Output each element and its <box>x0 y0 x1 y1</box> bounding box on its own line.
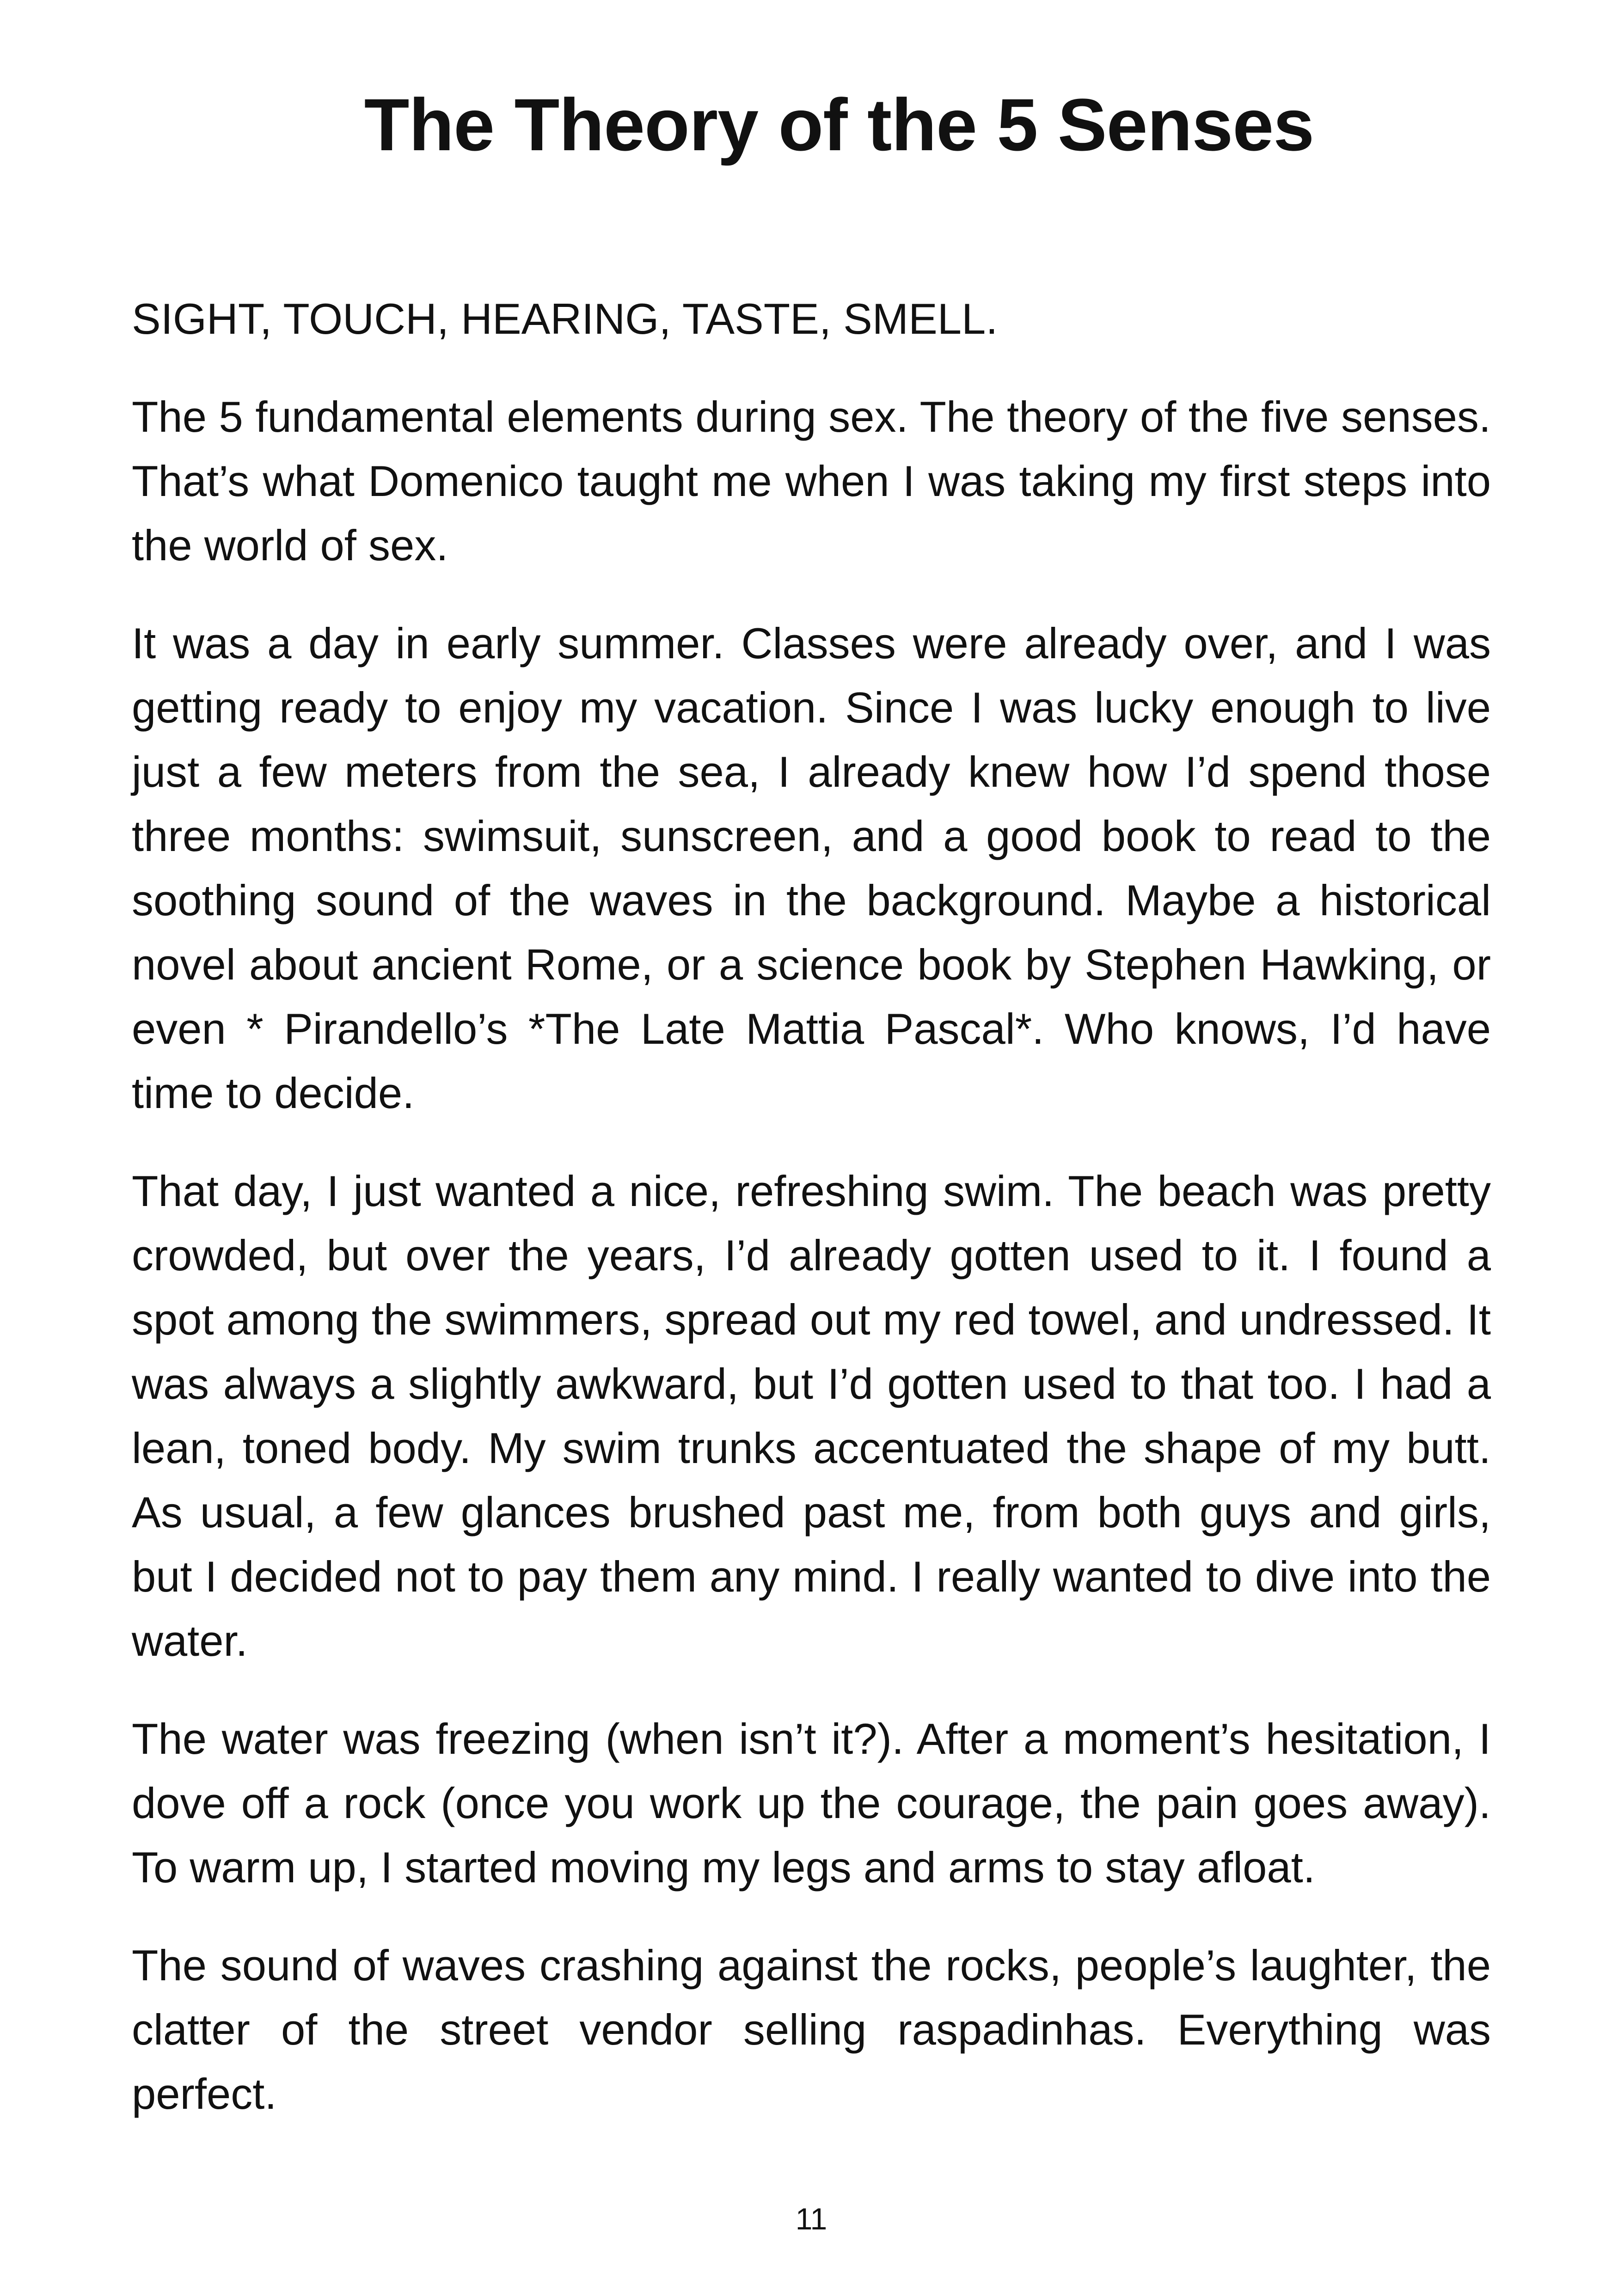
body-text <box>132 287 1491 2160</box>
paragraph-beach: That day, I just wanted a nice, refreshing swim. The beach was pretty crowded, but over the years, I’d already gotten used to it. I found a spot among the swimmers, spread out my red towel, and undressed. It was always a slightly awkward, but I’d gotten used to that too. I had a lean, toned body. My swim trunks accentuated the shape of my butt. As usual, a few glances brushed past me, from both guys and girls, but I decided not to pay them any mind. I really wanted to dive into the water. <box>132 1167 1491 1665</box>
paragraph-water: The water was freezing (when isn’t it?). After a moment’s hesitation, I dove off a rock (once you work up the courage, the pain goes away). To warm up, I started moving my legs and arms to stay afloat. <box>132 1714 1491 1892</box>
paragraph-sounds: The sound of waves crashing against the rocks, people’s laughter, the clatter of the street vendor selling raspadinhas. Everything was perfect. <box>132 1941 1491 2118</box>
paragraph-theory: The 5 fundamental elements during sex. The theory of the five senses. That’s what Domenico taught me when I was taking my first steps into the world of sex. <box>132 392 1491 569</box>
paragraph-senses-list: SIGHT, TOUCH, HEARING, TASTE, SMELL. <box>132 294 998 343</box>
paragraph-summer-day: It was a day in early summer. Classes were already over, and I was getting ready to enjoy my vacation. Since I was lucky enough to live just a few meters from the sea, I already knew how I’d spend those three months: swimsuit, sunscreen, and a good book to read to the soothing sound of the waves in the background. Maybe a historical novel about ancient Rome, or a science book by Stephen Hawking, or even * Pirandello’s *The Late Mattia Pascal*. Who knows, I’d have time to decide. <box>132 619 1491 1117</box>
page-title: The Theory of the 5 Senses <box>364 83 1314 166</box>
page-number: 11 <box>795 2202 827 2236</box>
